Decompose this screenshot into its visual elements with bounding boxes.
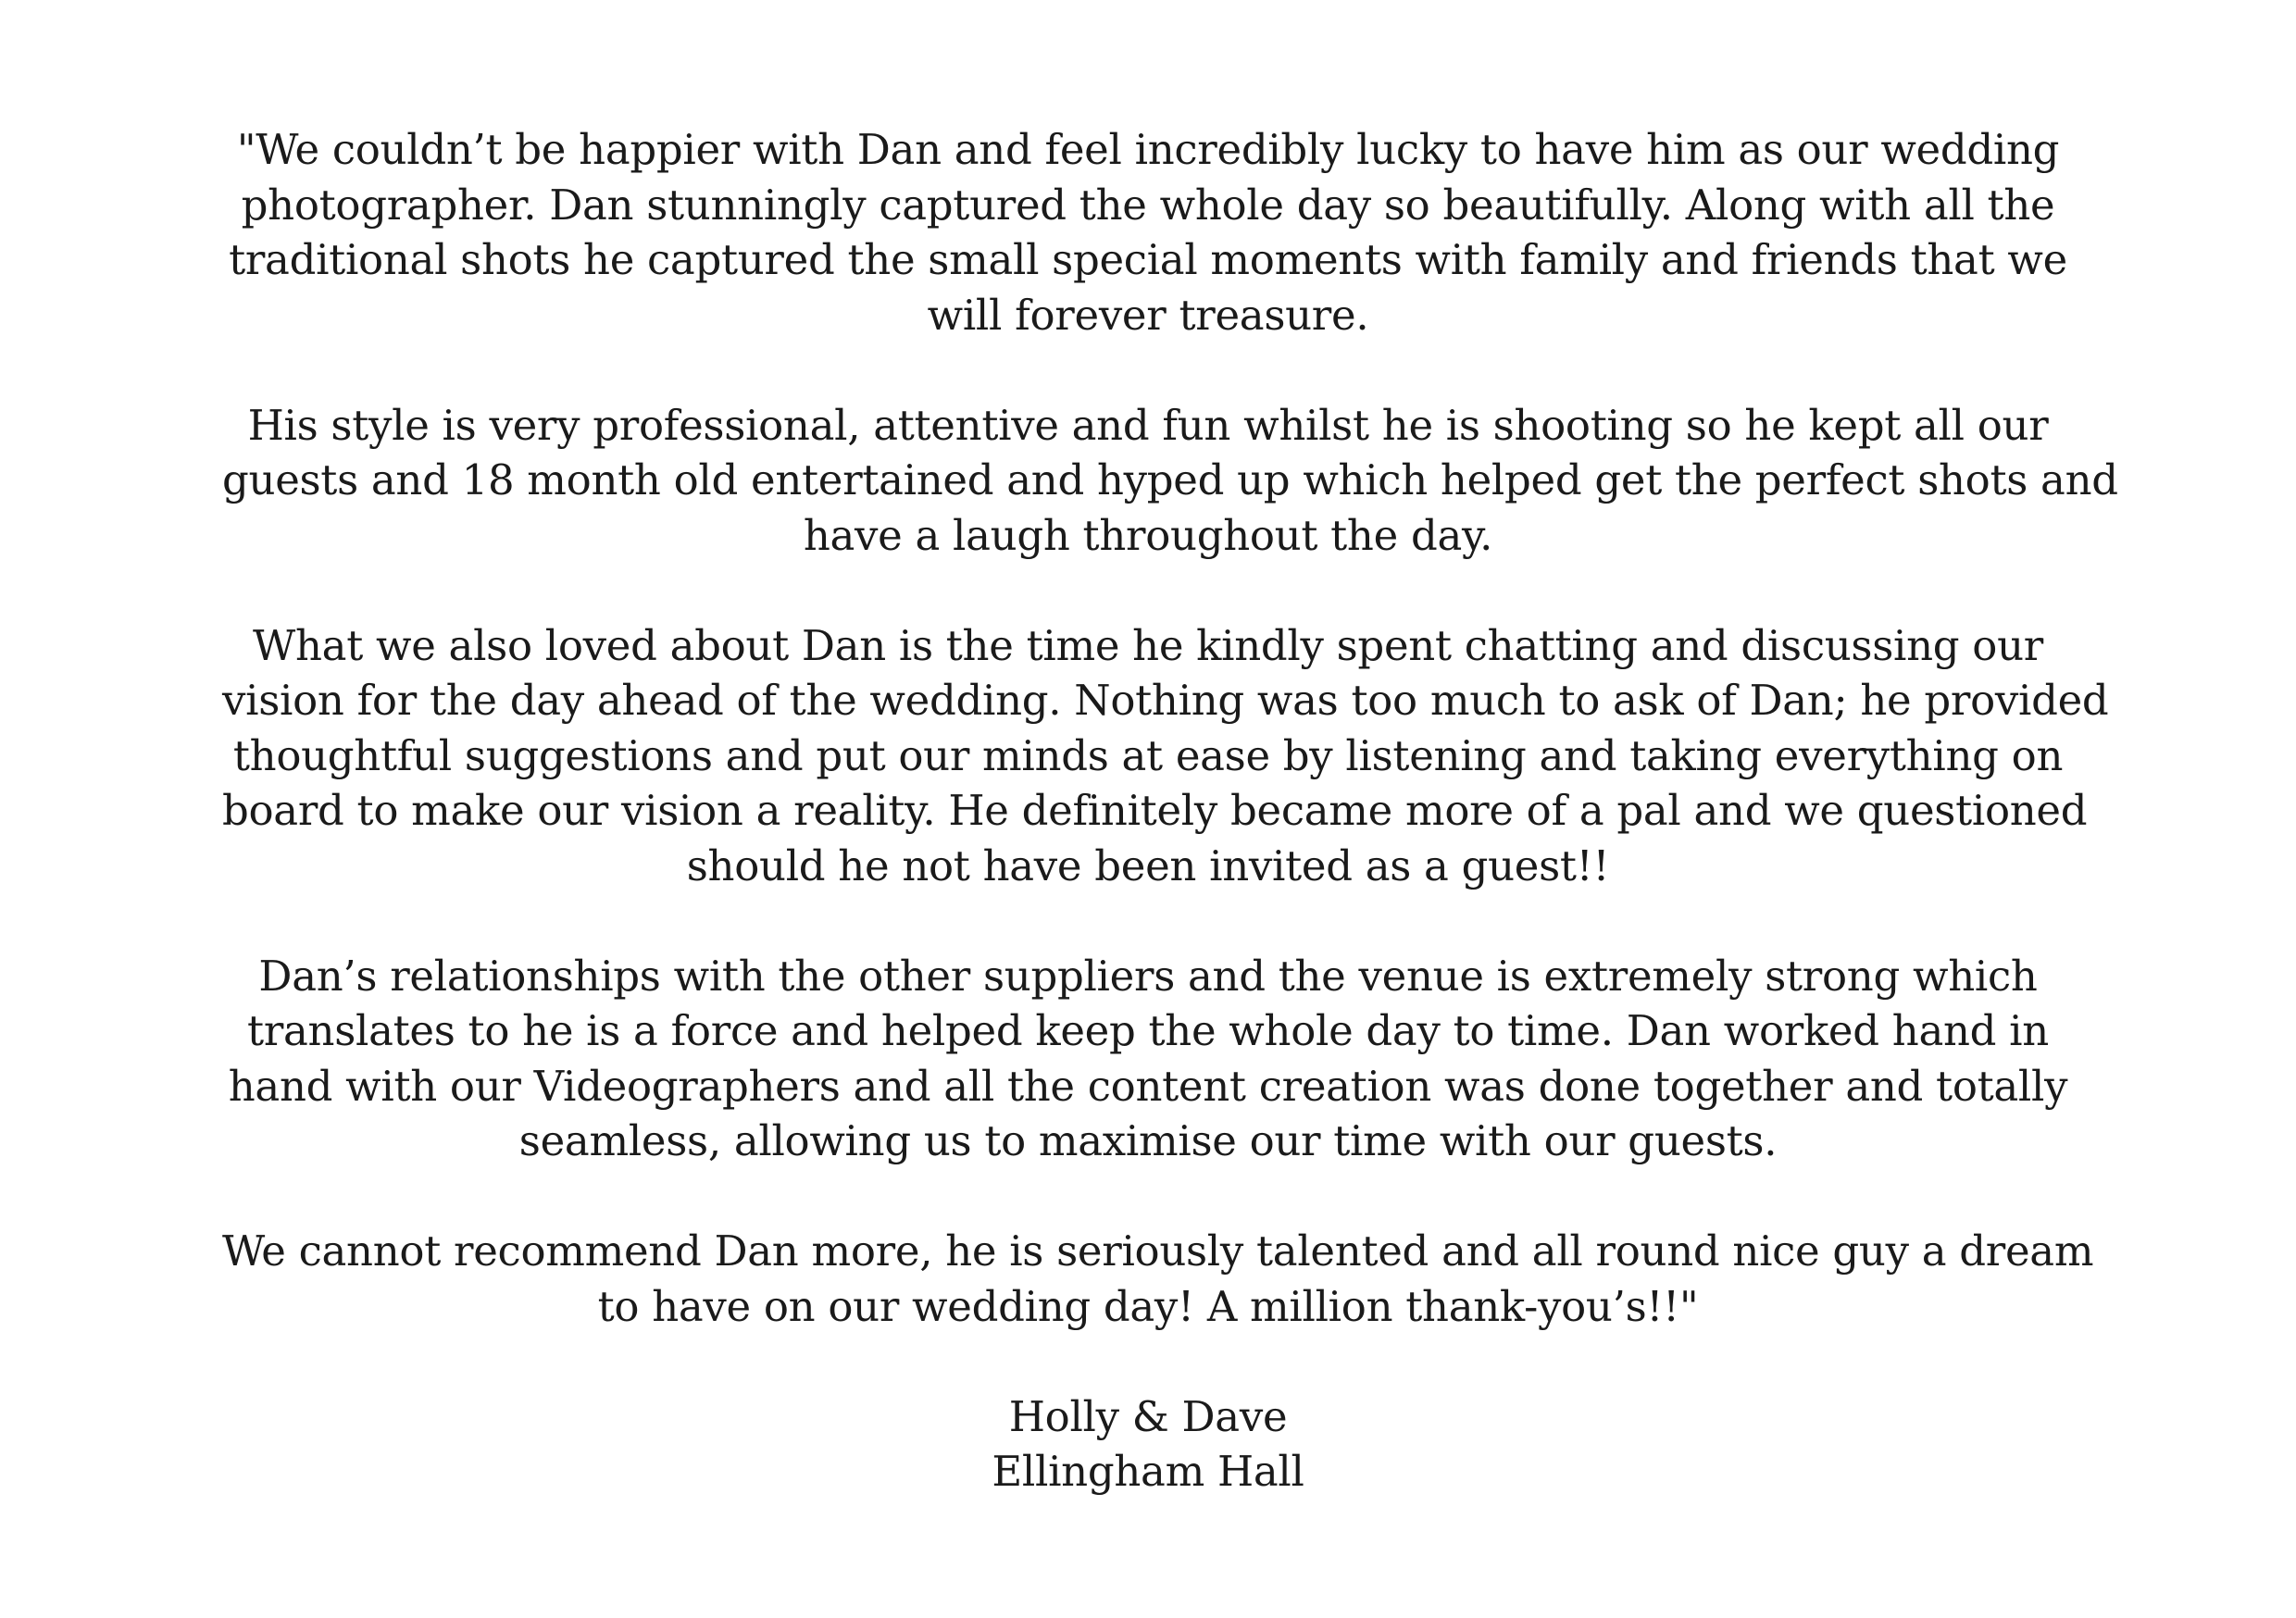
paragraph-line: What we also loved about Dan is the time he kindly spent chatting and discussing our (253, 620, 2043, 670)
signature-venue: Ellingham Hall (992, 1447, 1304, 1496)
paragraph-line: thoughtful suggestions and put our minds at ease by listening and taking everything on (232, 730, 2064, 780)
paragraph-line: hand with our Videographers and all the content creation was done together and totally (228, 1061, 2068, 1111)
testimonial-paragraph-3 (222, 618, 2109, 894)
paragraph-line: vision for the day ahead of the wedding. Nothing was too much to ask of Dan; he provided (222, 676, 2109, 725)
testimonial-paragraph-1 (222, 122, 2074, 342)
signature (222, 1389, 2074, 1500)
paragraph-line: board to make our vision a reality. He definitely became more of a pal and we questioned (222, 786, 2088, 835)
testimonial-paragraph-5 (222, 1224, 2094, 1334)
paragraph-line: will forever treasure. (927, 290, 1369, 340)
paragraph-line: guests and 18 month old entertained and hyped up which helped get the perfect shots and (222, 455, 2118, 504)
paragraph-line: traditional shots he captured the small special moments with family and friends that we (229, 235, 2067, 284)
paragraph-line: should he not have been invited as a guest!! (686, 840, 1610, 890)
testimonial-paragraph-4 (222, 949, 2074, 1169)
paragraph-line: have a laugh throughout the day. (803, 510, 1493, 560)
paragraph-line: photographer. Dan stunningly captured the whole day so beautifully. Along with all the (241, 180, 2055, 230)
testimonial-paragraph-2 (222, 398, 2118, 564)
signature-names: Holly & Dave (1008, 1391, 1288, 1441)
paragraph-line: to have on our wedding day! A million thank-you’s!!" (597, 1281, 1699, 1331)
paragraph-line: His style is very professional, attentive and fun whilst he is shooting so he kept all our (247, 400, 2049, 450)
testimonial-text (222, 122, 2118, 1554)
paragraph-line: Dan’s relationships with the other suppliers and the venue is extremely strong which (258, 951, 2038, 1001)
paragraph-line: "We couldn’t be happier with Dan and feel incredibly lucky to have him as our wedding (236, 125, 2060, 174)
paragraph-line: We cannot recommend Dan more, he is seriously talented and all round nice guy a dream (222, 1226, 2094, 1276)
paragraph-line: seamless, allowing us to maximise our time with our guests. (518, 1116, 1778, 1165)
paragraph-line: translates to he is a force and helped keep the whole day to time. Dan worked hand in (247, 1006, 2049, 1055)
